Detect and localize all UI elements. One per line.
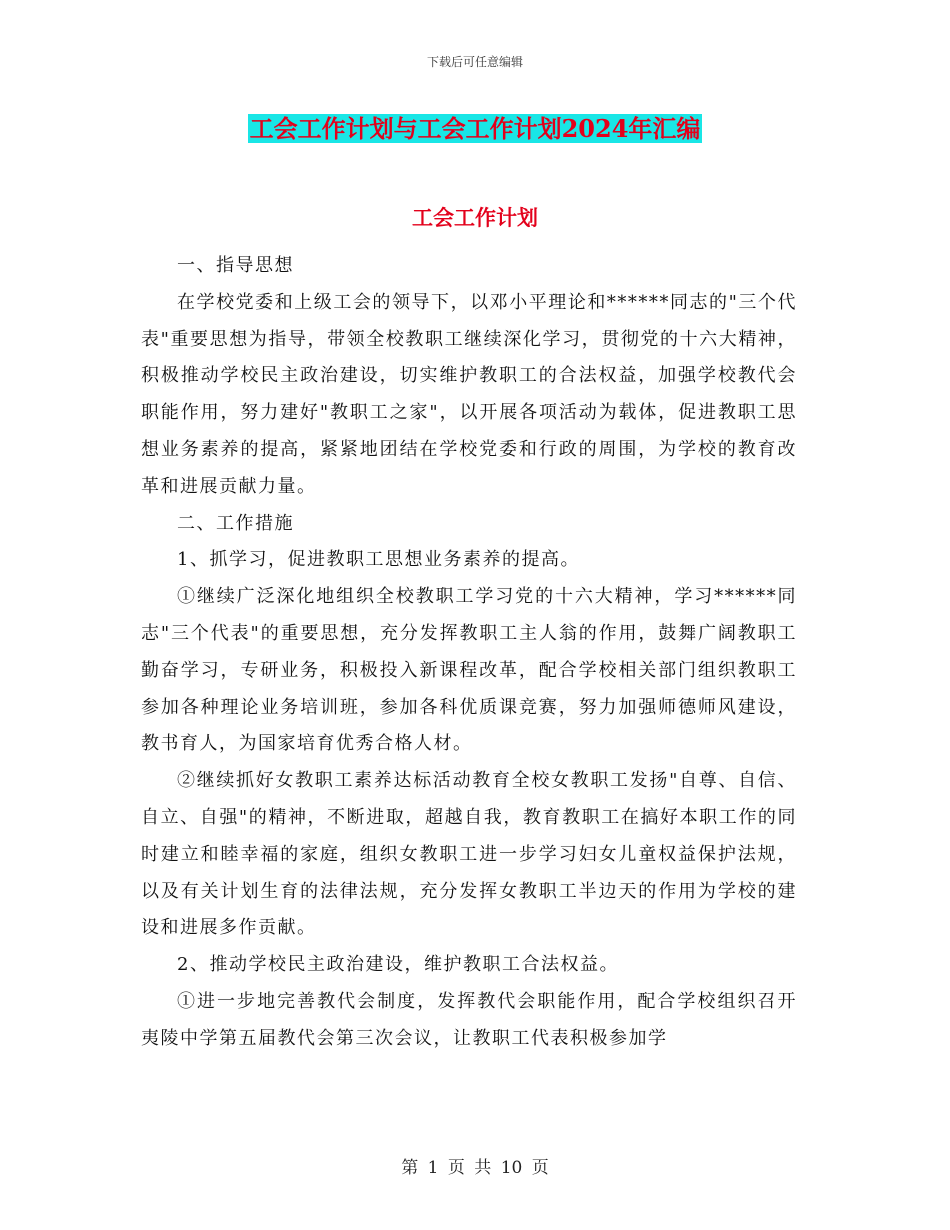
paragraph-guiding-thought: 在学校党委和上级工会的领导下，以邓小平理论和******同志的"三个代表"重要思想为指导，带领全校教职工继续深化学习，贯彻党的十六大精神，积极推动学校民主政治建设，切实维护教职工的合法权益，加强学校教代会职能作用，努力建好"教职工之家"，以开展各项活动为载体，促进教职工思想业务素养的提高，紧紧地团结在学校党委和行政的周围，为学校的教育改革和进展贡献力量。 [141, 291, 797, 497]
header-note: 下载后可任意编辑 [426, 55, 523, 69]
paragraph-measure-1-b: ②继续抓好女教职工素养达标活动教育全校女教职工发扬"自尊、自信、自立、自强"的精神，不断进取，超越自我，教育教职工在搞好本职工作的同时建立和睦幸福的家庭，组织女教职工进一步学习妇女儿童权益保护法规，以及有关计划生育的法律法规，充分发挥女教职工半边天的作用为学校的建设和进展多作贡献。 [141, 770, 797, 939]
heading-work-measures: 二、工作措施 [177, 512, 294, 534]
heading-measure-2: 2、推动学校民主政治建设，维护教职工合法权益。 [177, 954, 619, 976]
paragraph-measure-1-a: ①继续广泛深化地组织全校教职工学习党的十六大精神，学习******同志"三个代表"的重要思想，充分发挥教职工主人翁的作用，鼓舞广阔教职工勤奋学习，专研业务，积极投入新课程改革，配合学校相关部门组织教职工参加各种理论业务培训班，参加各科优质课竞赛，努力加强师德师风建设，教书育人，为国家培育优秀合格人材。 [141, 586, 797, 755]
page-footer: 第 1 页 共 10 页 [401, 1158, 549, 1178]
document-body [141, 248, 797, 1058]
section-title: 工会工作计划 [412, 205, 538, 230]
document-title [0, 112, 950, 146]
heading-measure-1: 1、抓学习，促进教职工思想业务素养的提高。 [177, 549, 580, 571]
document-title-text: 工会工作计划与工会工作计划2024年汇编 [249, 114, 701, 143]
paragraph-measure-2-a: ①进一步地完善教代会制度，发挥教代会职能作用，配合学校组织召开夷陵中学第五届教代会第三次会议，让教职工代表积极参加学 [141, 990, 797, 1049]
heading-guiding-thought: 一、指导思想 [177, 255, 294, 276]
